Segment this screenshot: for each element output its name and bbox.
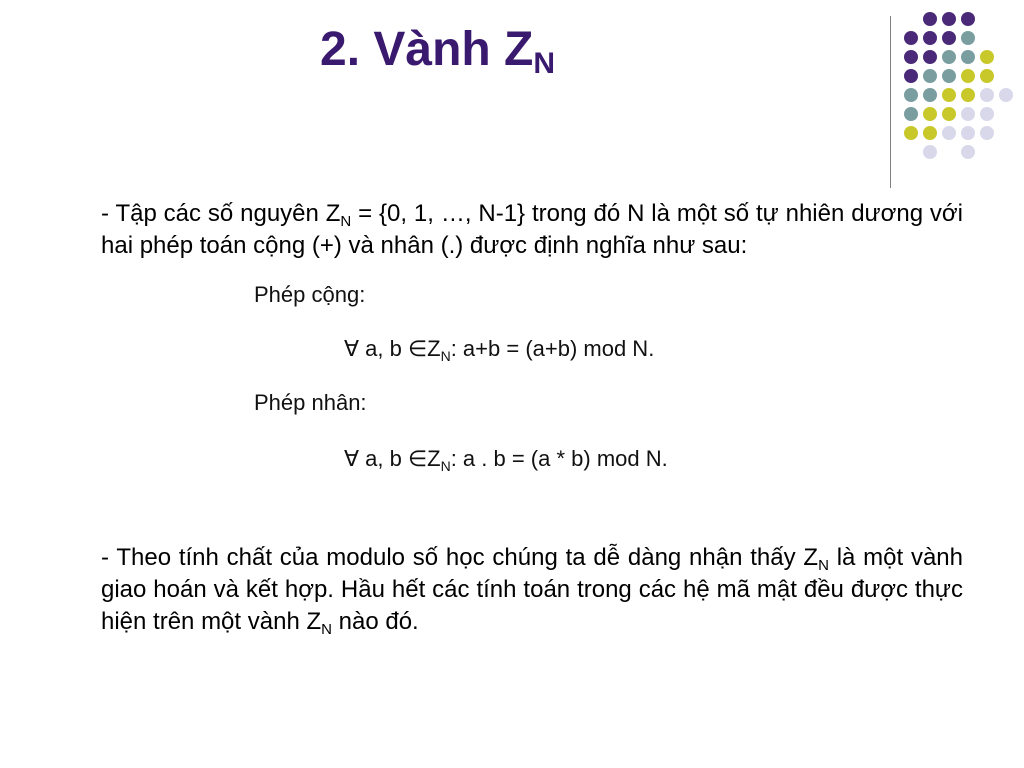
paragraph-ring-definition: - Tập các số nguyên $Z_N = \{0$, 1, …, N-1} trong đó N là một số tự nhiên dương với hai phép toán cộng (+) và nhân (.) được định nghĩa như sau:: [101, 200, 963, 259]
decorative-dot: [980, 50, 994, 64]
decorative-dot: [980, 69, 994, 83]
decorative-dot: [942, 31, 956, 45]
decorative-dot: [999, 88, 1013, 102]
decorative-dot: [904, 107, 918, 121]
decorative-dot: [942, 126, 956, 140]
divider-line: [890, 16, 891, 188]
decorative-dot: [923, 88, 937, 102]
decorative-dot: [904, 31, 918, 45]
decorative-dot: [923, 12, 937, 26]
decorative-dot: [942, 69, 956, 83]
definition-image: [240, 272, 760, 482]
addition-label: Phép cộng:: [254, 282, 366, 307]
decorative-dot: [904, 50, 918, 64]
decorative-dot: [923, 31, 937, 45]
decorative-dot: [942, 12, 956, 26]
decorative-dot: [961, 88, 975, 102]
decorative-dot: [923, 126, 937, 140]
decorative-dot: [923, 69, 937, 83]
decorative-dot: [961, 145, 975, 159]
decorative-dot: [904, 69, 918, 83]
decorative-dot: [904, 126, 918, 140]
decorative-dot: [923, 50, 937, 64]
decorative-dot: [923, 145, 937, 159]
decorative-dot: [980, 107, 994, 121]
decorative-dot: [904, 88, 918, 102]
decorative-dot: [980, 88, 994, 102]
decorative-dot: [980, 126, 994, 140]
decorative-dot: [961, 31, 975, 45]
decorative-dot: [961, 126, 975, 140]
slide-title-subscript: N: [533, 47, 556, 80]
multiplication-formula: ∀ a, b $\in Z_N$: a . b = (a * b) mod N.: [344, 446, 668, 474]
decorative-dot: [923, 107, 937, 121]
decorative-dot: [942, 107, 956, 121]
decorative-dot-grid: [904, 12, 1014, 172]
multiplication-label: Phép nhân:: [254, 390, 367, 415]
addition-formula: ∀ a, b $\in Z_N$: a+b = (a+b) mod N.: [344, 336, 655, 364]
decorative-dot: [961, 69, 975, 83]
decorative-dot: [961, 12, 975, 26]
decorative-dot: [961, 50, 975, 64]
decorative-dot: [942, 88, 956, 102]
paragraph-ring-properties: - Theo tính chất của modulo số học chúng ta dễ dàng nhận thấy $Z_N$ là một vành giao hoán và kết hợp. Hầu hết các tính toán trong các hệ mã mật đều được thực hiện trên một vành $Z_N$ nào đó.: [101, 544, 964, 638]
slide-title-text: 2. Vành Z: [320, 23, 534, 76]
decorative-dot: [942, 50, 956, 64]
decorative-dot: [961, 107, 975, 121]
slide-title: [320, 22, 555, 81]
